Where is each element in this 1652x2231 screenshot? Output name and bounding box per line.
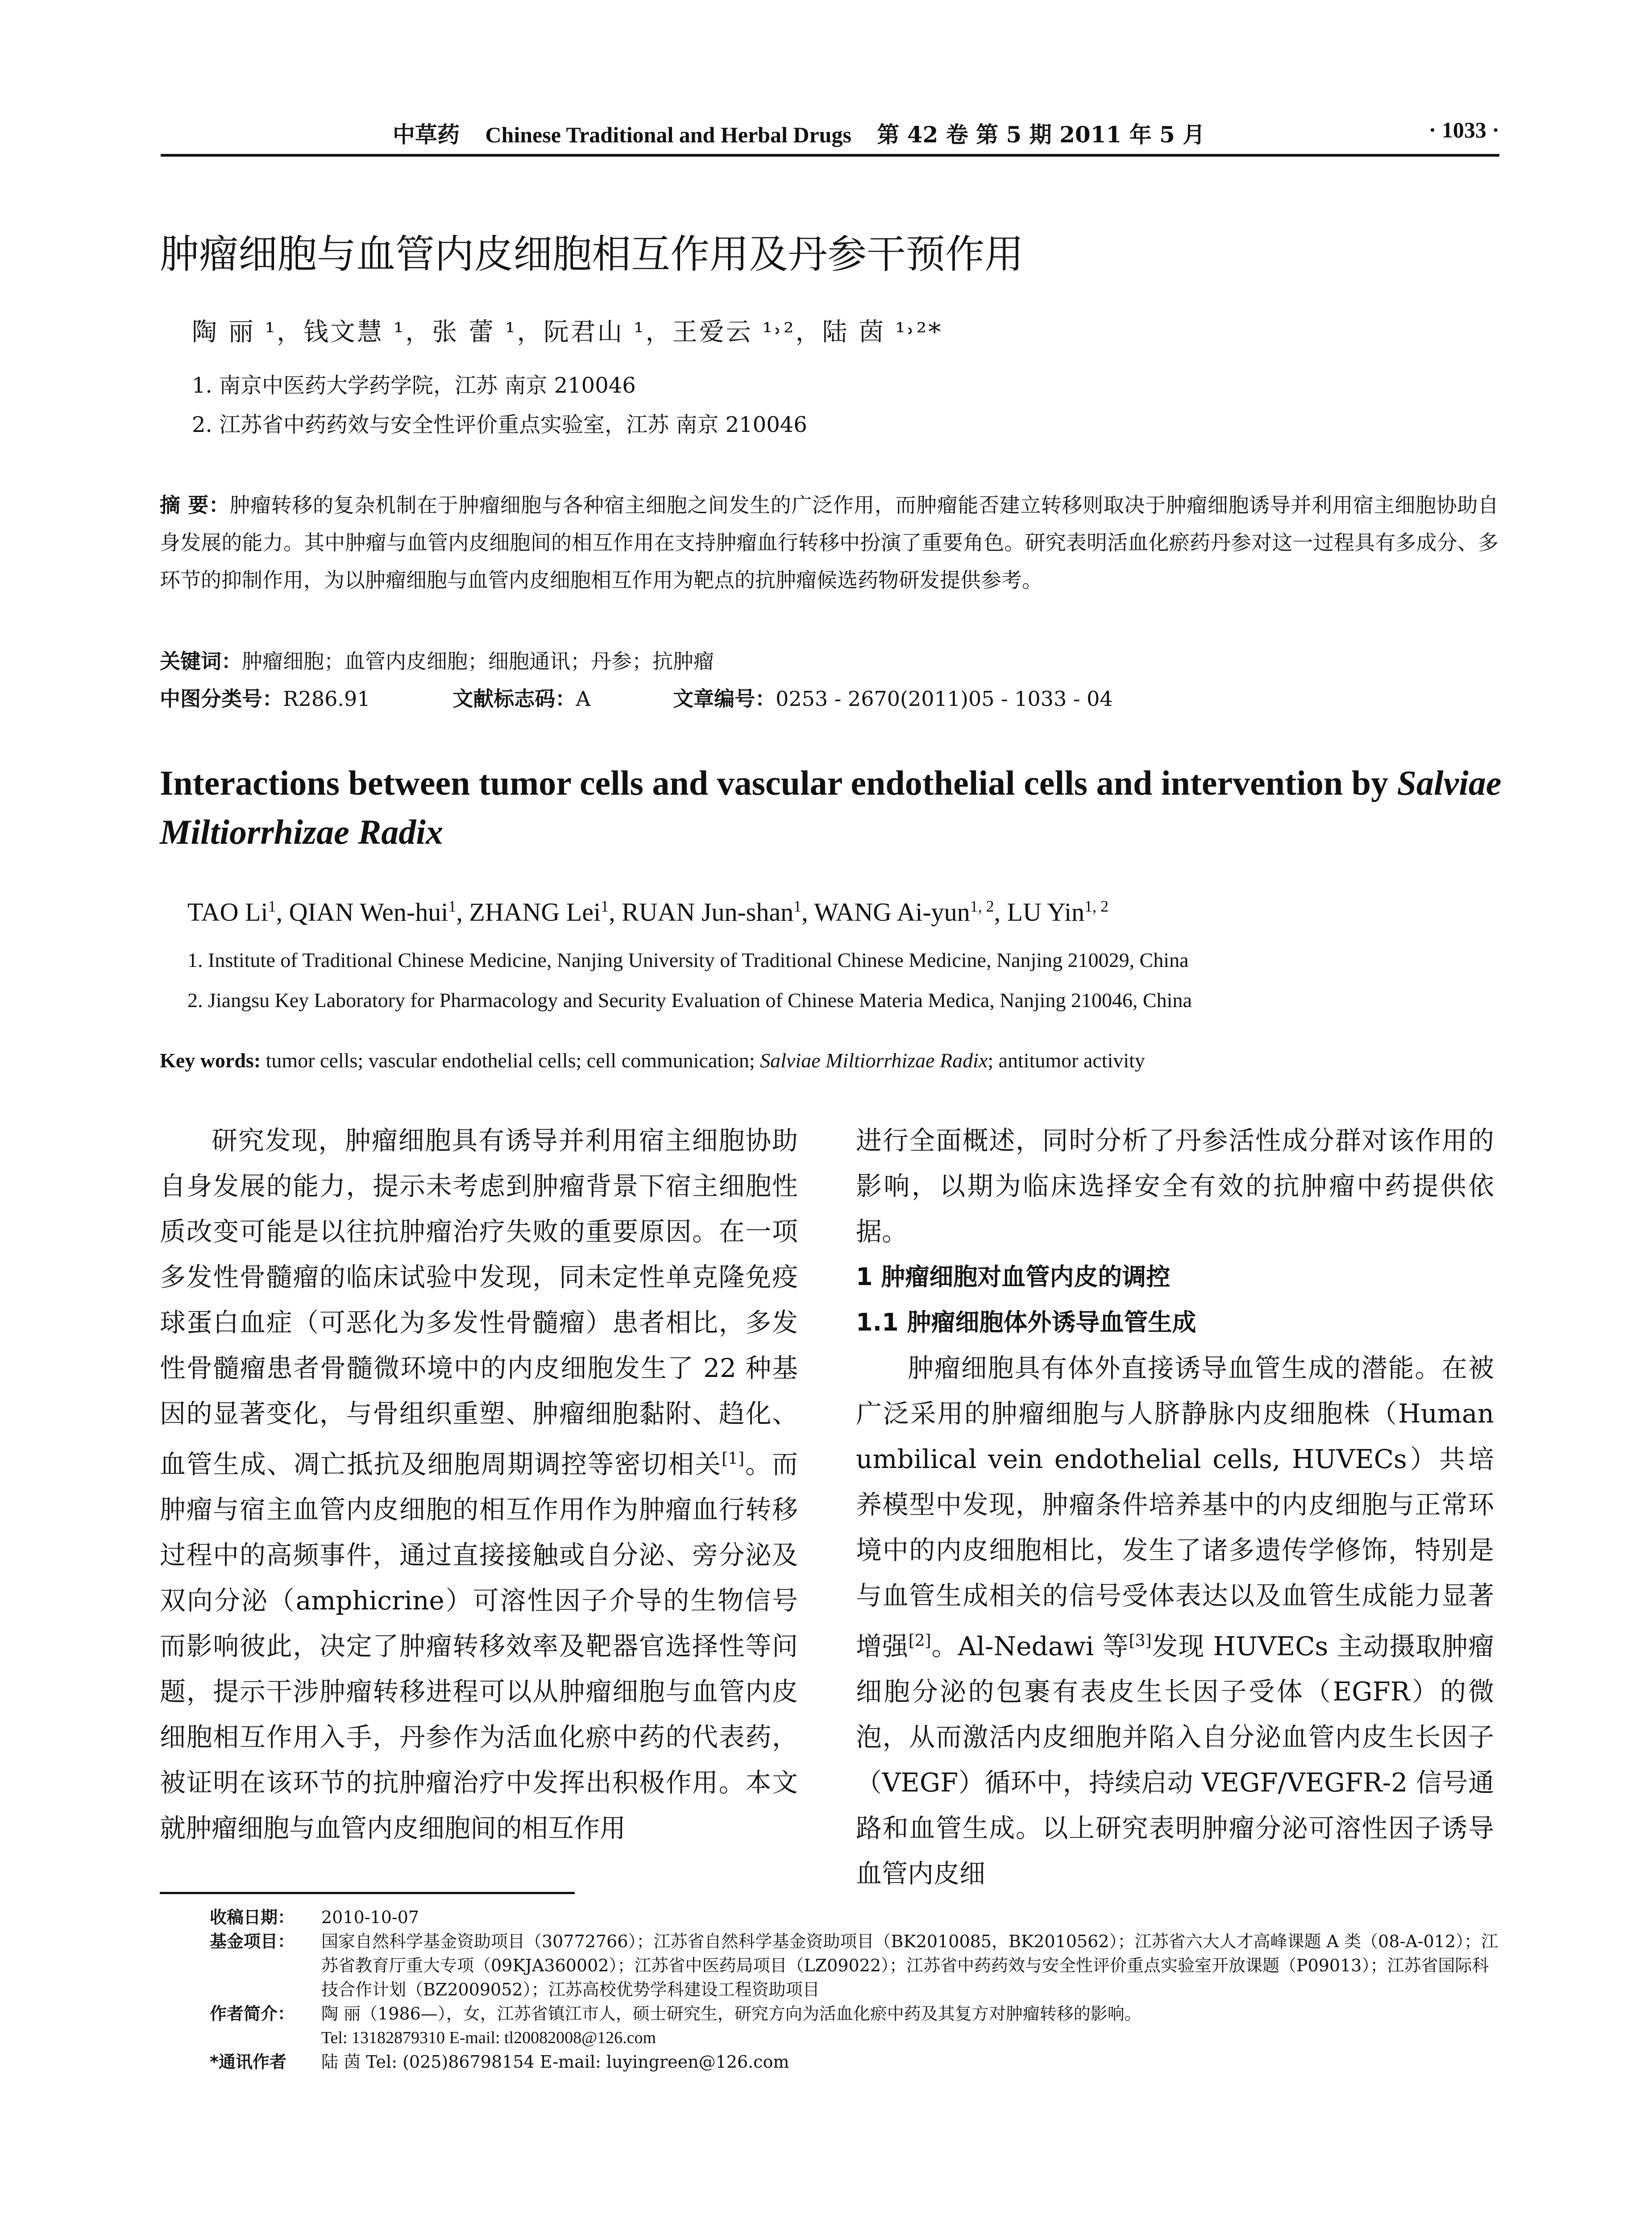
clc-label: 中图分类号： [160, 687, 283, 711]
citation: [2] [908, 1632, 931, 1650]
chinese-keywords [160, 643, 1498, 680]
author-sup: 1 [793, 897, 802, 915]
author-sup: 1 [448, 897, 457, 915]
abstract-label: 摘 要： [160, 493, 230, 517]
english-title-italic: Salviae Miltiorrhizae Radix [160, 763, 1502, 851]
english-affiliation-1: 1. Institute of Traditional Chinese Medicine, Nanjing University of Traditional Chinese Medicine, Nanjing 210029, China [187, 949, 1189, 971]
footnote-label: 收稿日期： [210, 1908, 295, 1927]
english-title-main: Interactions between tumor cells and vascular endothelial cells and intervention by [160, 763, 1397, 802]
page-number: · 1033 · [1428, 117, 1499, 142]
footnote-text: 陆 茵 Tel: (025)86798154 E-mail: luyingreen@126.com [321, 2052, 789, 2072]
english-keywords [160, 1049, 1145, 1072]
english-keywords-b: ; antitumor activity [988, 1049, 1145, 1072]
chinese-affiliation-2: 2. 江苏省中药药效与安全性评价重点实验室，江苏 南京 210046 [192, 412, 807, 437]
author-sup: 1, 2 [1084, 897, 1109, 915]
footnote-label: *通讯作者 [210, 2052, 286, 2072]
journal-line [393, 117, 1205, 149]
abstract-text: 肿瘤转移的复杂机制在于肿瘤细胞与各种宿主细胞之间发生的广泛作用，而肿瘤能否建立转移则取决于肿瘤细胞诱导并利用宿主细胞协助自身发展的能力。其中肿瘤与血管内皮细胞间的相互作用在支持肿瘤血行转移中扮演了重要角色。研究表明活血化瘀药丹参对这一过程具有多成分、多环节的抑制作用，为以肿瘤细胞与血管内皮细胞相互作用为靶点的抗肿瘤候选药物研发提供参考。 [160, 493, 1499, 592]
chinese-authors: 陶 丽 ¹，钱文慧 ¹，张 蕾 ¹，阮君山 ¹，王爱云 ¹˒²，陆 茵 ¹˒²* [192, 318, 943, 347]
footnote-row [210, 1905, 1504, 1929]
footnote-label: 作者简介： [210, 2004, 295, 2024]
footnote-text: 国家自然科学基金资助项目（30772766）；江苏省自然科学基金资助项目（BK2010085，BK2010562）；江苏省六大人才高峰课题 A 类（08-A-012）；江苏省教育厅重大专项（09KJA360002）；江苏省中医药局项目（LZ09022）；江苏省中药药效与安全性评价重点实验室开放课题（P09013）；江苏省国际科技合作计划（BZ2009052）；江苏高校优势学科建设工程资助项目 [321, 1932, 1498, 1999]
footnote-rule [160, 1892, 575, 1894]
header-rule [161, 154, 1499, 157]
article-value: 0253 - 2670(2011)05 - 1033 - 04 [776, 687, 1113, 711]
body-column-right [856, 1118, 1494, 1896]
article-label: 文章编号： [673, 687, 776, 711]
footnotes [210, 1905, 1504, 2074]
body-paragraph [160, 1118, 798, 1851]
author-sup: 1 [601, 897, 609, 915]
citation: [1] [722, 1450, 745, 1468]
footnote-label [210, 2026, 321, 2050]
clc-value: R286.91 [283, 687, 370, 711]
classification-line [160, 683, 1189, 712]
footnote-row [210, 2002, 1504, 2026]
keywords-text: 肿瘤细胞；血管内皮细胞；细胞通讯；丹参；抗肿瘤 [242, 649, 714, 673]
body-paragraph: 进行全面概述，同时分析了丹参活性成分群对该作用的影响，以期为临床选择安全有效的抗肿瘤中药提供依据。 [856, 1125, 1494, 1247]
chinese-affiliation-1: 1. 南京中医药大学药学院，江苏 南京 210046 [192, 373, 636, 398]
author-name: WANG Ai-yun [814, 897, 970, 927]
footnote-label: 基金项目： [210, 1932, 295, 1951]
footnote-row [210, 2050, 1504, 2074]
footnote-text: 陶 丽（1986—），女，江苏省镇江市人，硕士研究生，研究方向为活血化瘀中药及其复方对肿瘤转移的影响。 [321, 2004, 1141, 2024]
body-text: 肿瘤细胞具有体外直接诱导血管生成的潜能。在被广泛采用的肿瘤细胞与人脐静脉内皮细胞株（Human umbilical vein endothelial cells, HUVECs）共培养模型中发现，肿瘤条件培养基中的内皮细胞与正常环境中的内皮细胞相比，发生了诸多遗传学修饰，特别是与血管生成相关的信号受体表达以及血管生成能力显著增强 [856, 1353, 1494, 1662]
doccode-label: 文献标志码： [452, 687, 576, 711]
english-keywords-a: tumor cells; vascular endothelial cells; cell communication; [266, 1049, 760, 1072]
section-heading: 1 肿瘤细胞对血管内皮的调控 [856, 1263, 1171, 1291]
body-paragraph [856, 1345, 1494, 1896]
subsection-heading: 1.1 肿瘤细胞体外诱导血管生成 [856, 1308, 1196, 1336]
keywords-label: 关键词： [160, 649, 242, 673]
author-name: ZHANG Lei [469, 897, 601, 927]
doccode-value: A [576, 687, 591, 711]
body-column-left [160, 1118, 798, 1851]
footnote-row [210, 2026, 1504, 2050]
chinese-abstract [160, 486, 1498, 599]
english-title [160, 759, 1507, 857]
citation: [3] [1129, 1632, 1152, 1650]
chinese-title: 肿瘤细胞与血管内皮细胞相互作用及丹参干预作用 [160, 231, 1024, 277]
body-text: 。而肿瘤与宿主血管内皮细胞的相互作用作为肿瘤血行转移过程中的高频事件，通过直接接触或自分泌、旁分泌及双向分泌（amphicrine）可溶性因子介导的生物信号而影响彼此，决定了肿瘤转移效率及靶器官选择性等问题，提示干涉肿瘤转移进程可以从肿瘤细胞与血管内皮细胞相互作用入手，丹参作为活血化瘀中药的代表药，被证明在该环节的抗肿瘤治疗中发挥出积极作用。本文就肿瘤细胞与血管内皮细胞间的相互作用 [160, 1449, 798, 1844]
author-name: LU Yin [1007, 897, 1085, 927]
journal-name: Chinese Traditional and Herbal Drugs [485, 122, 851, 147]
english-keywords-italic: Salviae Miltiorrhizae Radix [760, 1049, 988, 1072]
author-sup: 1, 2 [970, 897, 994, 915]
footnote-row [210, 1929, 1504, 2002]
author-name: QIAN Wen-hui [289, 897, 448, 927]
issue-info: 第 42 卷 第 5 期 2011 年 5 月 [877, 121, 1205, 148]
english-affiliation-2: 2. Jiangsu Key Laboratory for Pharmacology and Security Evaluation of Chinese Materia Medica, Nanjing 210046, China [187, 989, 1192, 1012]
body-text: 发现 HUVECs 主动摄取肿瘤细胞分泌的包裹有表皮生长因子受体（EGFR）的微泡，从而激活内皮细胞并陷入自分泌血管内皮生长因子（VEGF）循环中，持续启动 VEGF/VEGFR-2 信号通路和血管生成。以上研究表明肿瘤分泌可溶性因子诱导血管内皮细 [856, 1631, 1494, 1889]
english-authors: TAO Li$^1$, QIAN Wen-hui$^1$, ZHANG Lei$^1$, RUAN Jun-shan$^1$, WANG Ai-yun$^{1, 2}$, LU Yin$^{1, 2}$ [187, 897, 1109, 927]
english-keywords-label: Key words: [160, 1049, 261, 1072]
author-name: RUAN Jun-shan [622, 897, 794, 927]
running-header [161, 117, 1499, 153]
journal-brand: 中草药 [393, 121, 460, 148]
author-name: TAO Li [187, 897, 268, 927]
footnote-text: Tel: 13182879310 E-mail: tl20082008@126.com [321, 2028, 656, 2047]
author-sup: 1 [268, 897, 276, 915]
body-text: 。Al-Nedawi 等 [931, 1631, 1129, 1662]
body-text: 研究发现，肿瘤细胞具有诱导并利用宿主细胞协助自身发展的能力，提示未考虑到肿瘤背景下宿主细胞性质改变可能是以往抗肿瘤治疗失败的重要原因。在一项多发性骨髓瘤的临床试验中发现，同未定性单克隆免疫球蛋白血症（可恶化为多发性骨髓瘤）患者相比，多发性骨髓瘤患者骨髓微环境中的内皮细胞发生了 22 种基因的显著变化，与骨组织重塑、肿瘤细胞黏附、趋化、血管生成、凋亡抵抗及细胞周期调控等密切相关 [160, 1125, 798, 1480]
footnote-text: 2010-10-07 [321, 1908, 419, 1927]
